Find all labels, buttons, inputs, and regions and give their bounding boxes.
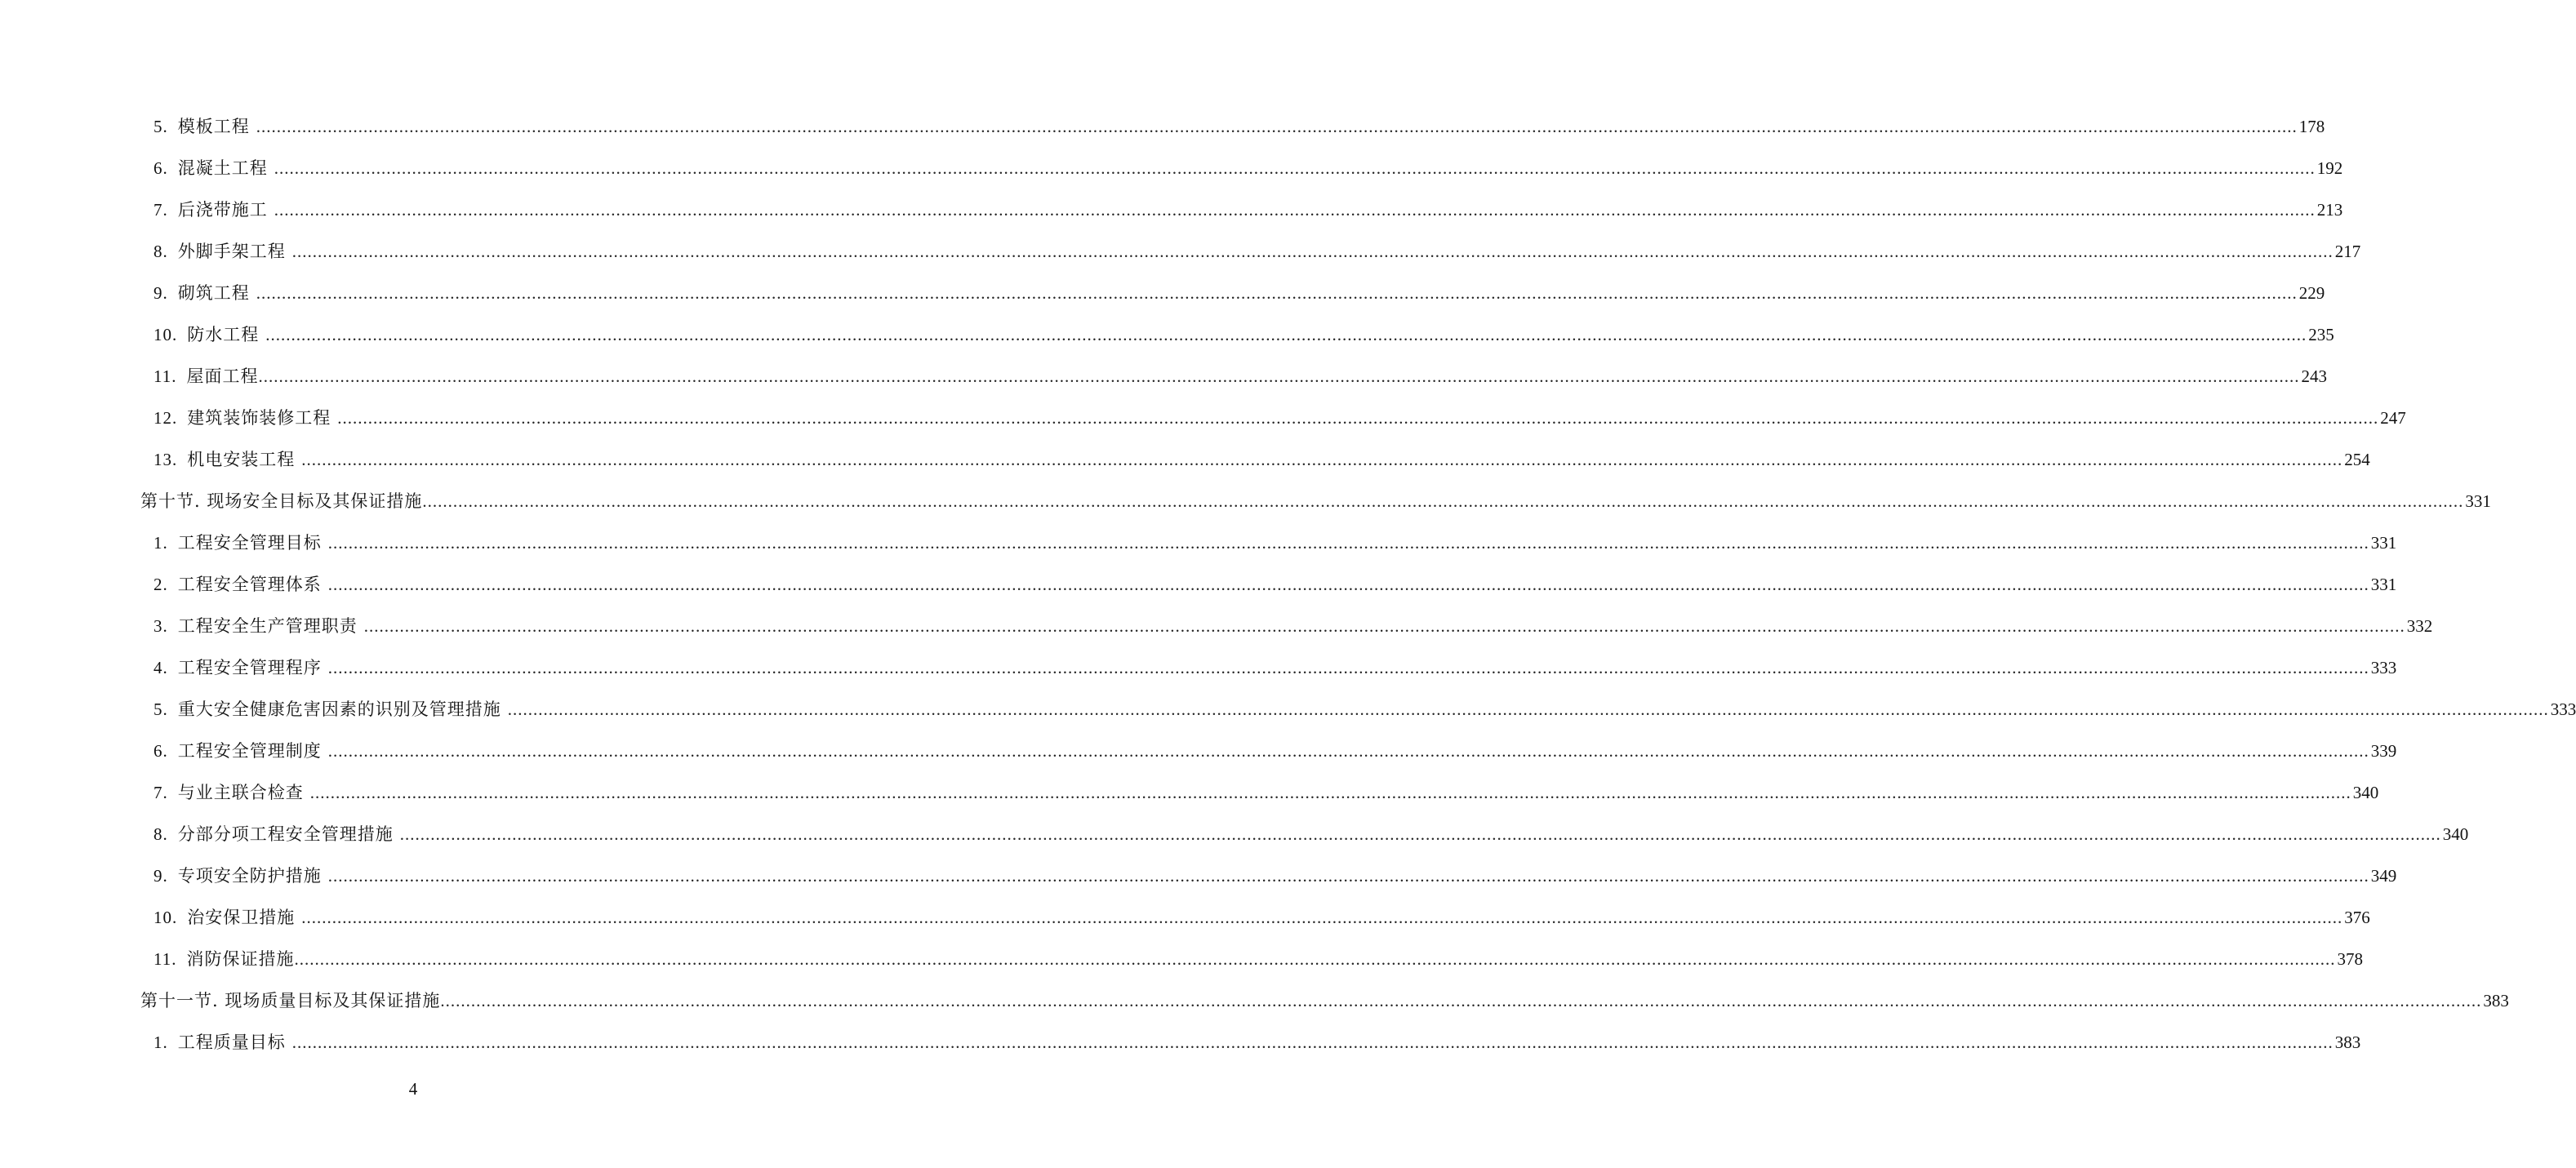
- toc-item-title: 建筑装饰装修工程: [187, 408, 331, 428]
- toc-dot-leader: ................................................................................................................................................................................................................................................................................................................................................................................................................: [301, 450, 2343, 469]
- toc-item-title: 重大安全健康危害因素的识别及管理措施: [177, 699, 501, 719]
- toc-item-page: 192: [2316, 158, 2343, 178]
- toc-dot-leader: ................................................................................................................................................................................................................................................................................................................................................................................................................: [363, 616, 2405, 636]
- toc-dot-leader: ................................................................................................................................................................................................................................................................................................................................................................................................................: [399, 824, 2441, 844]
- toc-item-label: [153, 231, 286, 273]
- toc-dot-leader: ................................................................................................................................................................................................................................................................................................................................................................................................................: [274, 200, 2316, 220]
- toc-item[interactable]: [0, 855, 2397, 897]
- toc-item-title: 外脚手架工程: [177, 242, 286, 261]
- toc-item-page: 331: [2370, 533, 2397, 553]
- toc-item-page: 229: [2298, 283, 2325, 303]
- toc-item-number: 5.: [153, 699, 168, 719]
- toc-item-label: [153, 148, 268, 189]
- toc-item-label: [140, 481, 422, 522]
- toc-item-number: 8.: [153, 824, 168, 844]
- toc-item-number: 13.: [153, 450, 178, 469]
- toc-item-number: 11.: [153, 949, 177, 969]
- toc-item-page: 331: [2465, 491, 2491, 511]
- toc-item-page: 376: [2344, 908, 2370, 927]
- toc-dot-leader: ................................................................................................................................................................................................................................................................................................................................................................................................................: [294, 949, 2336, 969]
- toc-item-title: 混凝土工程: [177, 158, 268, 178]
- toc-item-label: [153, 731, 322, 772]
- toc-item[interactable]: [0, 1022, 2361, 1064]
- toc-item-label: [153, 689, 501, 731]
- toc-item-label: [153, 647, 322, 689]
- toc-item-page: 332: [2406, 616, 2433, 636]
- toc-item-page: 340: [2352, 783, 2379, 802]
- toc-item-label: [153, 106, 250, 148]
- toc-dot-leader: ................................................................................................................................................................................................................................................................................................................................................................................................................: [440, 991, 2482, 1010]
- table-of-contents: [0, 106, 2576, 1064]
- toc-section-heading[interactable]: [0, 980, 2509, 1022]
- toc-item[interactable]: [0, 189, 2343, 231]
- toc-item-title: 砌筑工程: [177, 283, 250, 303]
- toc-item-page: 178: [2298, 117, 2325, 136]
- toc-dot-leader: ................................................................................................................................................................................................................................................................................................................................................................................................................: [327, 866, 2369, 886]
- toc-item-page: 213: [2316, 200, 2343, 220]
- toc-item-title: 治安保卫措施: [187, 908, 296, 927]
- toc-item-page: 339: [2370, 741, 2397, 761]
- toc-item-number: 12.: [153, 408, 178, 428]
- toc-dot-leader: ................................................................................................................................................................................................................................................................................................................................................................................................................: [256, 283, 2298, 303]
- toc-item-title: 分部分项工程安全管理措施: [177, 824, 394, 844]
- toc-item-title: 工程安全管理制度: [177, 741, 322, 761]
- toc-item[interactable]: [0, 564, 2397, 606]
- toc-item[interactable]: [0, 106, 2325, 148]
- toc-item-number: 6.: [153, 741, 168, 761]
- toc-item[interactable]: [0, 647, 2397, 689]
- toc-dot-leader: ................................................................................................................................................................................................................................................................................................................................................................................................................: [258, 366, 2300, 386]
- toc-item-page: 217: [2334, 242, 2361, 261]
- toc-dot-leader: ................................................................................................................................................................................................................................................................................................................................................................................................................: [337, 408, 2379, 428]
- toc-item-page: 243: [2301, 366, 2327, 386]
- toc-dot-leader: ................................................................................................................................................................................................................................................................................................................................................................................................................: [274, 158, 2316, 178]
- toc-dot-leader: ................................................................................................................................................................................................................................................................................................................................................................................................................: [507, 699, 2549, 719]
- toc-item-title: 机电安装工程: [187, 450, 296, 469]
- toc-item-label: [153, 1022, 286, 1064]
- toc-dot-leader: ................................................................................................................................................................................................................................................................................................................................................................................................................: [309, 783, 2351, 802]
- toc-item-label: [153, 397, 331, 439]
- toc-dot-leader: ................................................................................................................................................................................................................................................................................................................................................................................................................: [327, 533, 2369, 553]
- toc-item-label: [153, 814, 394, 855]
- toc-item-title: 工程安全管理程序: [177, 658, 322, 677]
- toc-item-number: 2.: [153, 575, 168, 594]
- toc-dot-leader: ................................................................................................................................................................................................................................................................................................................................................................................................................: [256, 117, 2298, 136]
- toc-item-title: 模板工程: [177, 117, 250, 136]
- toc-item-number: 11.: [153, 366, 177, 386]
- toc-item-number: 3.: [153, 616, 168, 636]
- toc-item-title: 消防保证措施: [186, 949, 295, 969]
- toc-item-title: 专项安全防护措施: [177, 866, 322, 886]
- toc-dot-leader: ................................................................................................................................................................................................................................................................................................................................................................................................................: [265, 325, 2307, 344]
- toc-dot-leader: ................................................................................................................................................................................................................................................................................................................................................................................................................: [327, 575, 2369, 594]
- toc-item-page: 333: [2370, 658, 2397, 677]
- toc-item-number: 5.: [153, 117, 168, 136]
- toc-item[interactable]: [0, 148, 2343, 189]
- toc-item-title: 工程质量目标: [177, 1033, 286, 1052]
- toc-item[interactable]: [0, 772, 2379, 814]
- toc-item-number: 6.: [153, 158, 168, 178]
- toc-item-label: [153, 189, 268, 231]
- toc-item-title: 工程安全管理体系: [177, 575, 322, 594]
- toc-item-page: 383: [2334, 1033, 2361, 1052]
- toc-item-label: [153, 356, 258, 397]
- toc-item-number: 4.: [153, 658, 168, 677]
- toc-dot-leader: ................................................................................................................................................................................................................................................................................................................................................................................................................: [327, 741, 2369, 761]
- toc-item[interactable]: [0, 731, 2397, 772]
- toc-item-label: [153, 273, 250, 314]
- toc-item[interactable]: [0, 814, 2469, 855]
- toc-item[interactable]: [0, 314, 2334, 356]
- toc-dot-leader: ................................................................................................................................................................................................................................................................................................................................................................................................................: [422, 491, 2464, 511]
- toc-item-label: [153, 606, 358, 647]
- toc-dot-leader: ................................................................................................................................................................................................................................................................................................................................................................................................................: [291, 242, 2334, 261]
- toc-item-number: 9.: [153, 283, 168, 303]
- toc-item-label: [153, 439, 295, 481]
- toc-item-title: 防水工程: [187, 325, 260, 344]
- toc-item-number: 10.: [153, 908, 178, 927]
- toc-dot-leader: ................................................................................................................................................................................................................................................................................................................................................................................................................: [291, 1033, 2334, 1052]
- toc-item-label: [153, 522, 322, 564]
- toc-item-page: 340: [2442, 824, 2469, 844]
- toc-item-label: [153, 939, 294, 980]
- toc-item-title: 第十节. 现场安全目标及其保证措施: [140, 491, 423, 511]
- toc-item-label: [140, 980, 440, 1022]
- toc-section-heading[interactable]: [0, 481, 2491, 522]
- toc-item-page: 254: [2344, 450, 2370, 469]
- toc-item-number: 9.: [153, 866, 168, 886]
- toc-item-number: 10.: [153, 325, 178, 344]
- toc-item[interactable]: [0, 273, 2325, 314]
- toc-item-page: 333: [2550, 699, 2576, 719]
- toc-item-number: 7.: [153, 783, 168, 802]
- toc-item-label: [153, 314, 259, 356]
- toc-item[interactable]: [0, 522, 2397, 564]
- toc-item-page: 383: [2483, 991, 2509, 1010]
- toc-item-number: 1.: [153, 1033, 168, 1052]
- toc-item[interactable]: [0, 939, 2363, 980]
- toc-item-title: 第十一节. 现场质量目标及其保证措施: [140, 991, 441, 1010]
- toc-item-page: 235: [2308, 325, 2334, 344]
- toc-item[interactable]: [0, 356, 2327, 397]
- toc-item-number: 1.: [153, 533, 168, 553]
- toc-item[interactable]: [0, 897, 2370, 939]
- toc-item-label: [153, 564, 322, 606]
- toc-item-page: 378: [2337, 949, 2363, 969]
- toc-item[interactable]: [0, 231, 2361, 273]
- toc-item[interactable]: [0, 689, 2576, 731]
- toc-item-title: 屋面工程: [186, 366, 259, 386]
- toc-item-number: 8.: [153, 242, 168, 261]
- toc-item-number: 7.: [153, 200, 168, 220]
- toc-item-label: [153, 855, 322, 897]
- toc-item[interactable]: [0, 439, 2370, 481]
- toc-item-page: 331: [2370, 575, 2397, 594]
- toc-item-title: 工程安全生产管理职责: [177, 616, 358, 636]
- toc-item-title: 后浇带施工: [177, 200, 268, 220]
- toc-item-title: 工程安全管理目标: [177, 533, 322, 553]
- toc-dot-leader: ................................................................................................................................................................................................................................................................................................................................................................................................................: [301, 908, 2343, 927]
- toc-item-page: 349: [2370, 866, 2397, 886]
- toc-item-label: [153, 897, 295, 939]
- toc-item-label: [153, 772, 304, 814]
- toc-item[interactable]: [0, 606, 2433, 647]
- toc-item-title: 与业主联合检查: [177, 783, 304, 802]
- toc-dot-leader: ................................................................................................................................................................................................................................................................................................................................................................................................................: [327, 658, 2369, 677]
- page-number: 4: [408, 1079, 418, 1099]
- toc-item-page: 247: [2380, 408, 2406, 428]
- toc-item[interactable]: [0, 397, 2406, 439]
